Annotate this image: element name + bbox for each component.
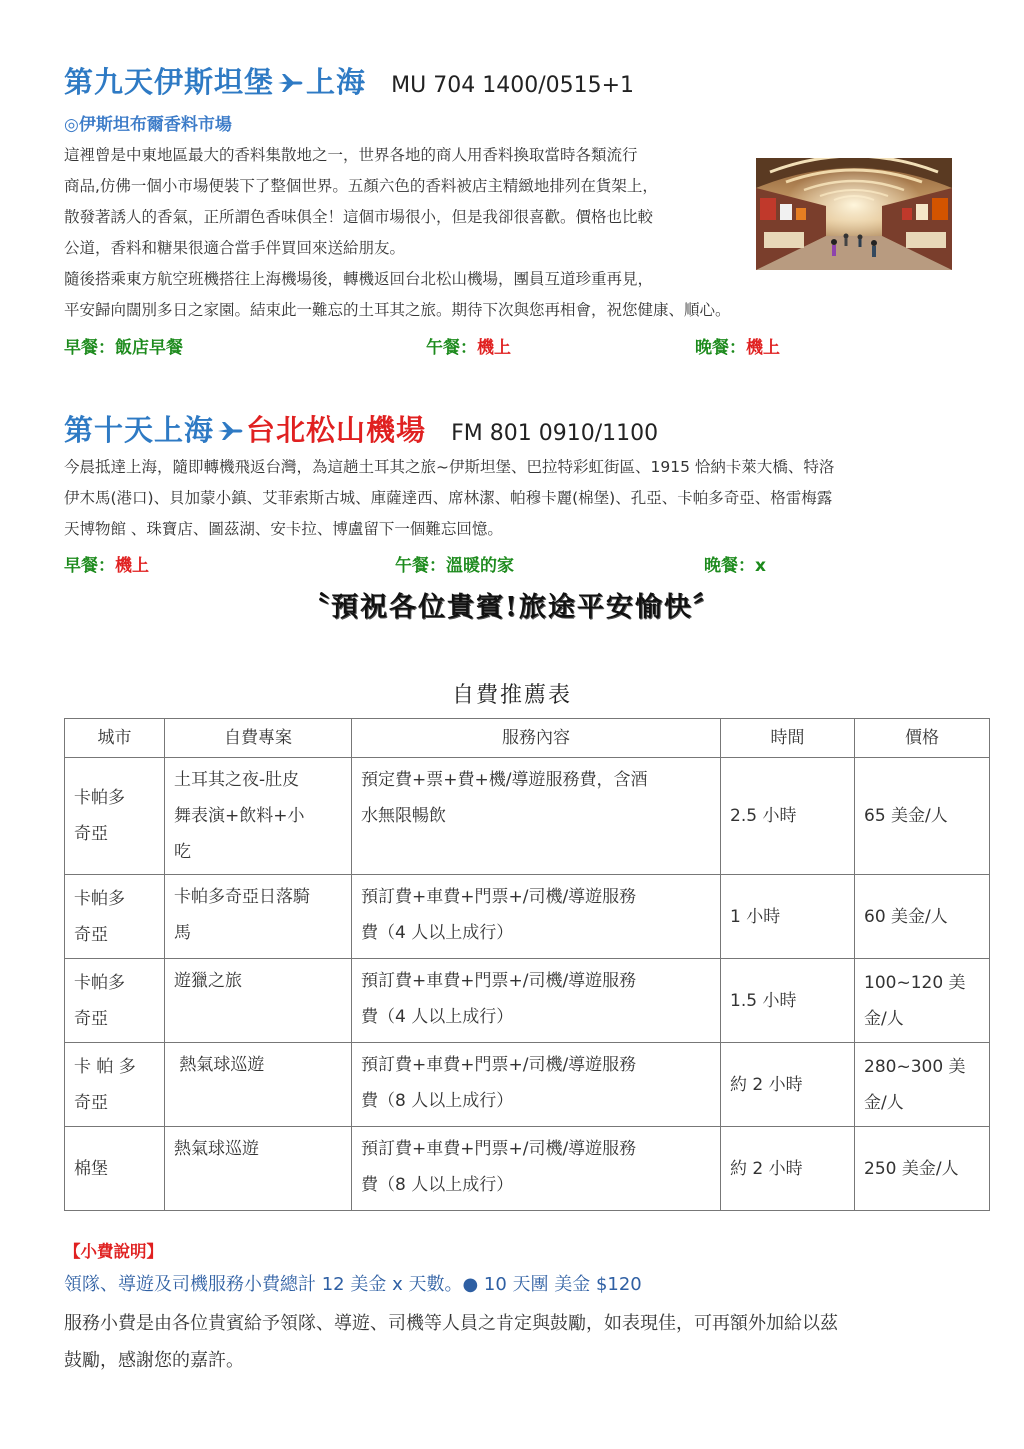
dinner-label: 晚餐：: [695, 338, 746, 358]
cell-text: 費（8 人以上成行）: [361, 1091, 514, 1111]
cell-text: 金/人: [864, 1008, 904, 1029]
cell-text: 280~300 美: [864, 1056, 966, 1077]
dinner-value: 機上: [746, 338, 780, 358]
cell-service: [352, 1127, 721, 1211]
cell-text: 費（8 人以上成行）: [361, 1175, 514, 1195]
day9-lunch: [426, 333, 511, 358]
day9-flight-info: MU 704 1400/0515+1: [391, 73, 635, 98]
day9-title-origin: 第九天伊斯坦堡: [64, 65, 275, 99]
spice-market-photo: [756, 158, 952, 270]
tips-line: 鼓勵，感謝您的嘉許。: [64, 1350, 244, 1371]
cell-text: 遊獵之旅: [174, 971, 242, 991]
cell-city: [65, 875, 165, 959]
day9-line: 散發著誘人的香氣，正所謂色香味俱全！這個市場很小，但是我卻很喜歡。價格也比較: [64, 208, 654, 226]
day10-meals: [64, 551, 964, 575]
cell-text: 熱氣球巡遊: [174, 1055, 265, 1075]
day10-title-origin: 第十天上海: [64, 413, 215, 447]
day9-line: 商品,仿佛一個小市場便裝下了整個世界。五顏六色的香料被店主精緻地排列在貨架上，: [64, 177, 658, 195]
cell-text: 奇亞: [74, 924, 108, 945]
lunch-value: 溫暖的家: [446, 556, 514, 576]
tips-title: 【小費說明】: [64, 1242, 163, 1261]
day10-line: 今晨抵達上海，隨即轉機飛返台灣，為這趟土耳其之旅~伊斯坦堡、巴拉特彩虹街區、1915 恰納卡萊大橋、特洛: [64, 458, 835, 476]
cell-service: [352, 875, 721, 959]
day9-line: 這裡曾是中東地區最大的香料集散地之一，世界各地的商人用香料換取當時各類流行: [64, 146, 638, 164]
cell-item: [165, 758, 352, 875]
header-time: 時間: [721, 719, 855, 758]
table-row: [65, 959, 990, 1043]
tips-summary: 領隊、導遊及司機服務小費總計 12 美金 x 天數。● 10 天團 美金 $120: [64, 1274, 642, 1295]
day10-lunch: [395, 551, 514, 576]
breakfast-label: 早餐：: [64, 556, 115, 576]
cell-text: 費（4 人以上成行）: [361, 1007, 514, 1027]
cell-text: 奇亞: [74, 1008, 108, 1029]
fee-table-title: 自費推薦表: [451, 683, 572, 708]
day9-line: 隨後搭乘東方航空班機搭往上海機場後，轉機返回台北松山機場，團員互道珍重再見，: [64, 270, 654, 288]
day9-sub-heading: ◎伊斯坦布爾香料市場: [64, 115, 232, 135]
cell-time: 約 2 小時: [721, 1127, 855, 1211]
day10-description: [64, 452, 834, 545]
cell-text: 吃: [174, 842, 191, 862]
lunch-value: 機上: [477, 338, 511, 358]
blessing-banner: 〝預祝各位貴賓!旅途平安愉快〞: [302, 592, 722, 623]
cell-price: [855, 1043, 990, 1127]
cell-text: 舞表演+飲料+小: [174, 806, 305, 826]
cell-text: 熱氣球巡遊: [174, 1139, 259, 1159]
lunch-label: 午餐：: [395, 556, 446, 576]
breakfast-value: 飯店早餐: [115, 338, 183, 358]
day9-description: [64, 140, 731, 326]
airplane-icon: [276, 72, 304, 94]
cell-text: 費（4 人以上成行）: [361, 923, 514, 943]
day9-breakfast: [64, 333, 183, 358]
day10-line: 伊木馬(港口)、貝加蒙小鎮、艾菲索斯古城、庫薩達西、席林潔、帕穆卡麗(棉堡)、孔亞、卡帕多奇亞、格雷梅露: [64, 489, 833, 507]
table-row: [65, 1043, 990, 1127]
table-row: [65, 758, 990, 875]
cell-text: 卡帕多: [74, 888, 125, 909]
day10-line: 天博物館 、珠寶店、圖茲湖、安卡拉、博盧留下一個難忘回憶。: [64, 520, 503, 538]
dinner-label: 晚餐：: [704, 556, 755, 576]
cell-item: [165, 1127, 352, 1211]
cell-text: 馬: [174, 923, 191, 943]
tips-description: [64, 1305, 964, 1379]
day10-title: [64, 408, 658, 449]
header-price: 價格: [855, 719, 990, 758]
cell-time: 1.5 小時: [721, 959, 855, 1043]
breakfast-value: 機上: [115, 556, 149, 576]
cell-text: 棉堡: [74, 1158, 108, 1179]
cell-text: 卡帕多: [74, 788, 125, 808]
cell-item: [165, 875, 352, 959]
dinner-value: x: [755, 556, 766, 576]
cell-text: 奇亞: [74, 824, 108, 844]
table-header-row: [65, 719, 990, 758]
cell-text: 土耳其之夜-肚皮: [174, 770, 300, 790]
cell-price: [855, 758, 990, 875]
optional-tour-table: [64, 718, 990, 1211]
day9-line: 公道，香料和糖果很適合當手伴買回來送給朋友。: [64, 239, 406, 257]
cell-service: [352, 758, 721, 875]
day9-title-destination: 上海: [306, 65, 367, 99]
cell-service: [352, 959, 721, 1043]
cell-item: [165, 1043, 352, 1127]
header-service: 服務內容: [352, 719, 721, 758]
airplane-icon: [216, 420, 244, 442]
cell-time: 2.5 小時: [721, 758, 855, 875]
cell-text: 250 美金/人: [864, 1158, 959, 1179]
cell-text: 卡帕多奇亞日落騎: [174, 887, 310, 907]
day10-title-destination: 台北松山機場: [246, 413, 427, 447]
cell-text: 預訂費+車費+門票+/司機/導遊服務: [361, 887, 637, 907]
day9-line: 平安歸向闊別多日之家園。結束此一難忘的土耳其之旅。期待下次與您再相會，祝您健康、順心。: [64, 301, 731, 319]
breakfast-label: 早餐：: [64, 338, 115, 358]
header-city: 城市: [65, 719, 165, 758]
cell-text: 預定費+票+費+機/導遊服務費，含酒: [361, 770, 648, 790]
cell-text: 60 美金/人: [864, 906, 948, 927]
day9-meals: [64, 333, 964, 357]
cell-price: [855, 959, 990, 1043]
day9-title: [64, 60, 634, 101]
day10-flight-info: FM 801 0910/1100: [451, 421, 659, 446]
day9-dinner: [695, 333, 780, 358]
lunch-label: 午餐：: [426, 338, 477, 358]
cell-price: [855, 1127, 990, 1211]
header-item: 自費專案: [165, 719, 352, 758]
day10-breakfast: [64, 551, 149, 576]
cell-city: [65, 1127, 165, 1211]
cell-text: 預訂費+車費+門票+/司機/導遊服務: [361, 1139, 637, 1159]
cell-time: 約 2 小時: [721, 1043, 855, 1127]
cell-text: 水無限暢飲: [361, 806, 446, 826]
cell-city: [65, 758, 165, 875]
cell-text: 65 美金/人: [864, 806, 948, 826]
cell-time: 1 小時: [721, 875, 855, 959]
cell-city: [65, 1043, 165, 1127]
cell-city: [65, 959, 165, 1043]
cell-item: [165, 959, 352, 1043]
cell-text: 金/人: [864, 1092, 904, 1113]
cell-service: [352, 1043, 721, 1127]
cell-text: 卡 帕 多: [74, 1056, 136, 1077]
cell-price: [855, 875, 990, 959]
cell-text: 預訂費+車費+門票+/司機/導遊服務: [361, 971, 637, 991]
table-row: [65, 875, 990, 959]
cell-text: 卡帕多: [74, 972, 125, 993]
tips-line: 服務小費是由各位貴賓給予領隊、導遊、司機等人員之肯定與鼓勵，如表現佳，可再額外加給以茲: [64, 1313, 838, 1334]
day10-dinner: [704, 551, 766, 576]
cell-text: 奇亞: [74, 1092, 108, 1113]
cell-text: 100~120 美: [864, 972, 966, 993]
table-row: [65, 1127, 990, 1211]
cell-text: 預訂費+車費+門票+/司機/導遊服務: [361, 1055, 637, 1075]
